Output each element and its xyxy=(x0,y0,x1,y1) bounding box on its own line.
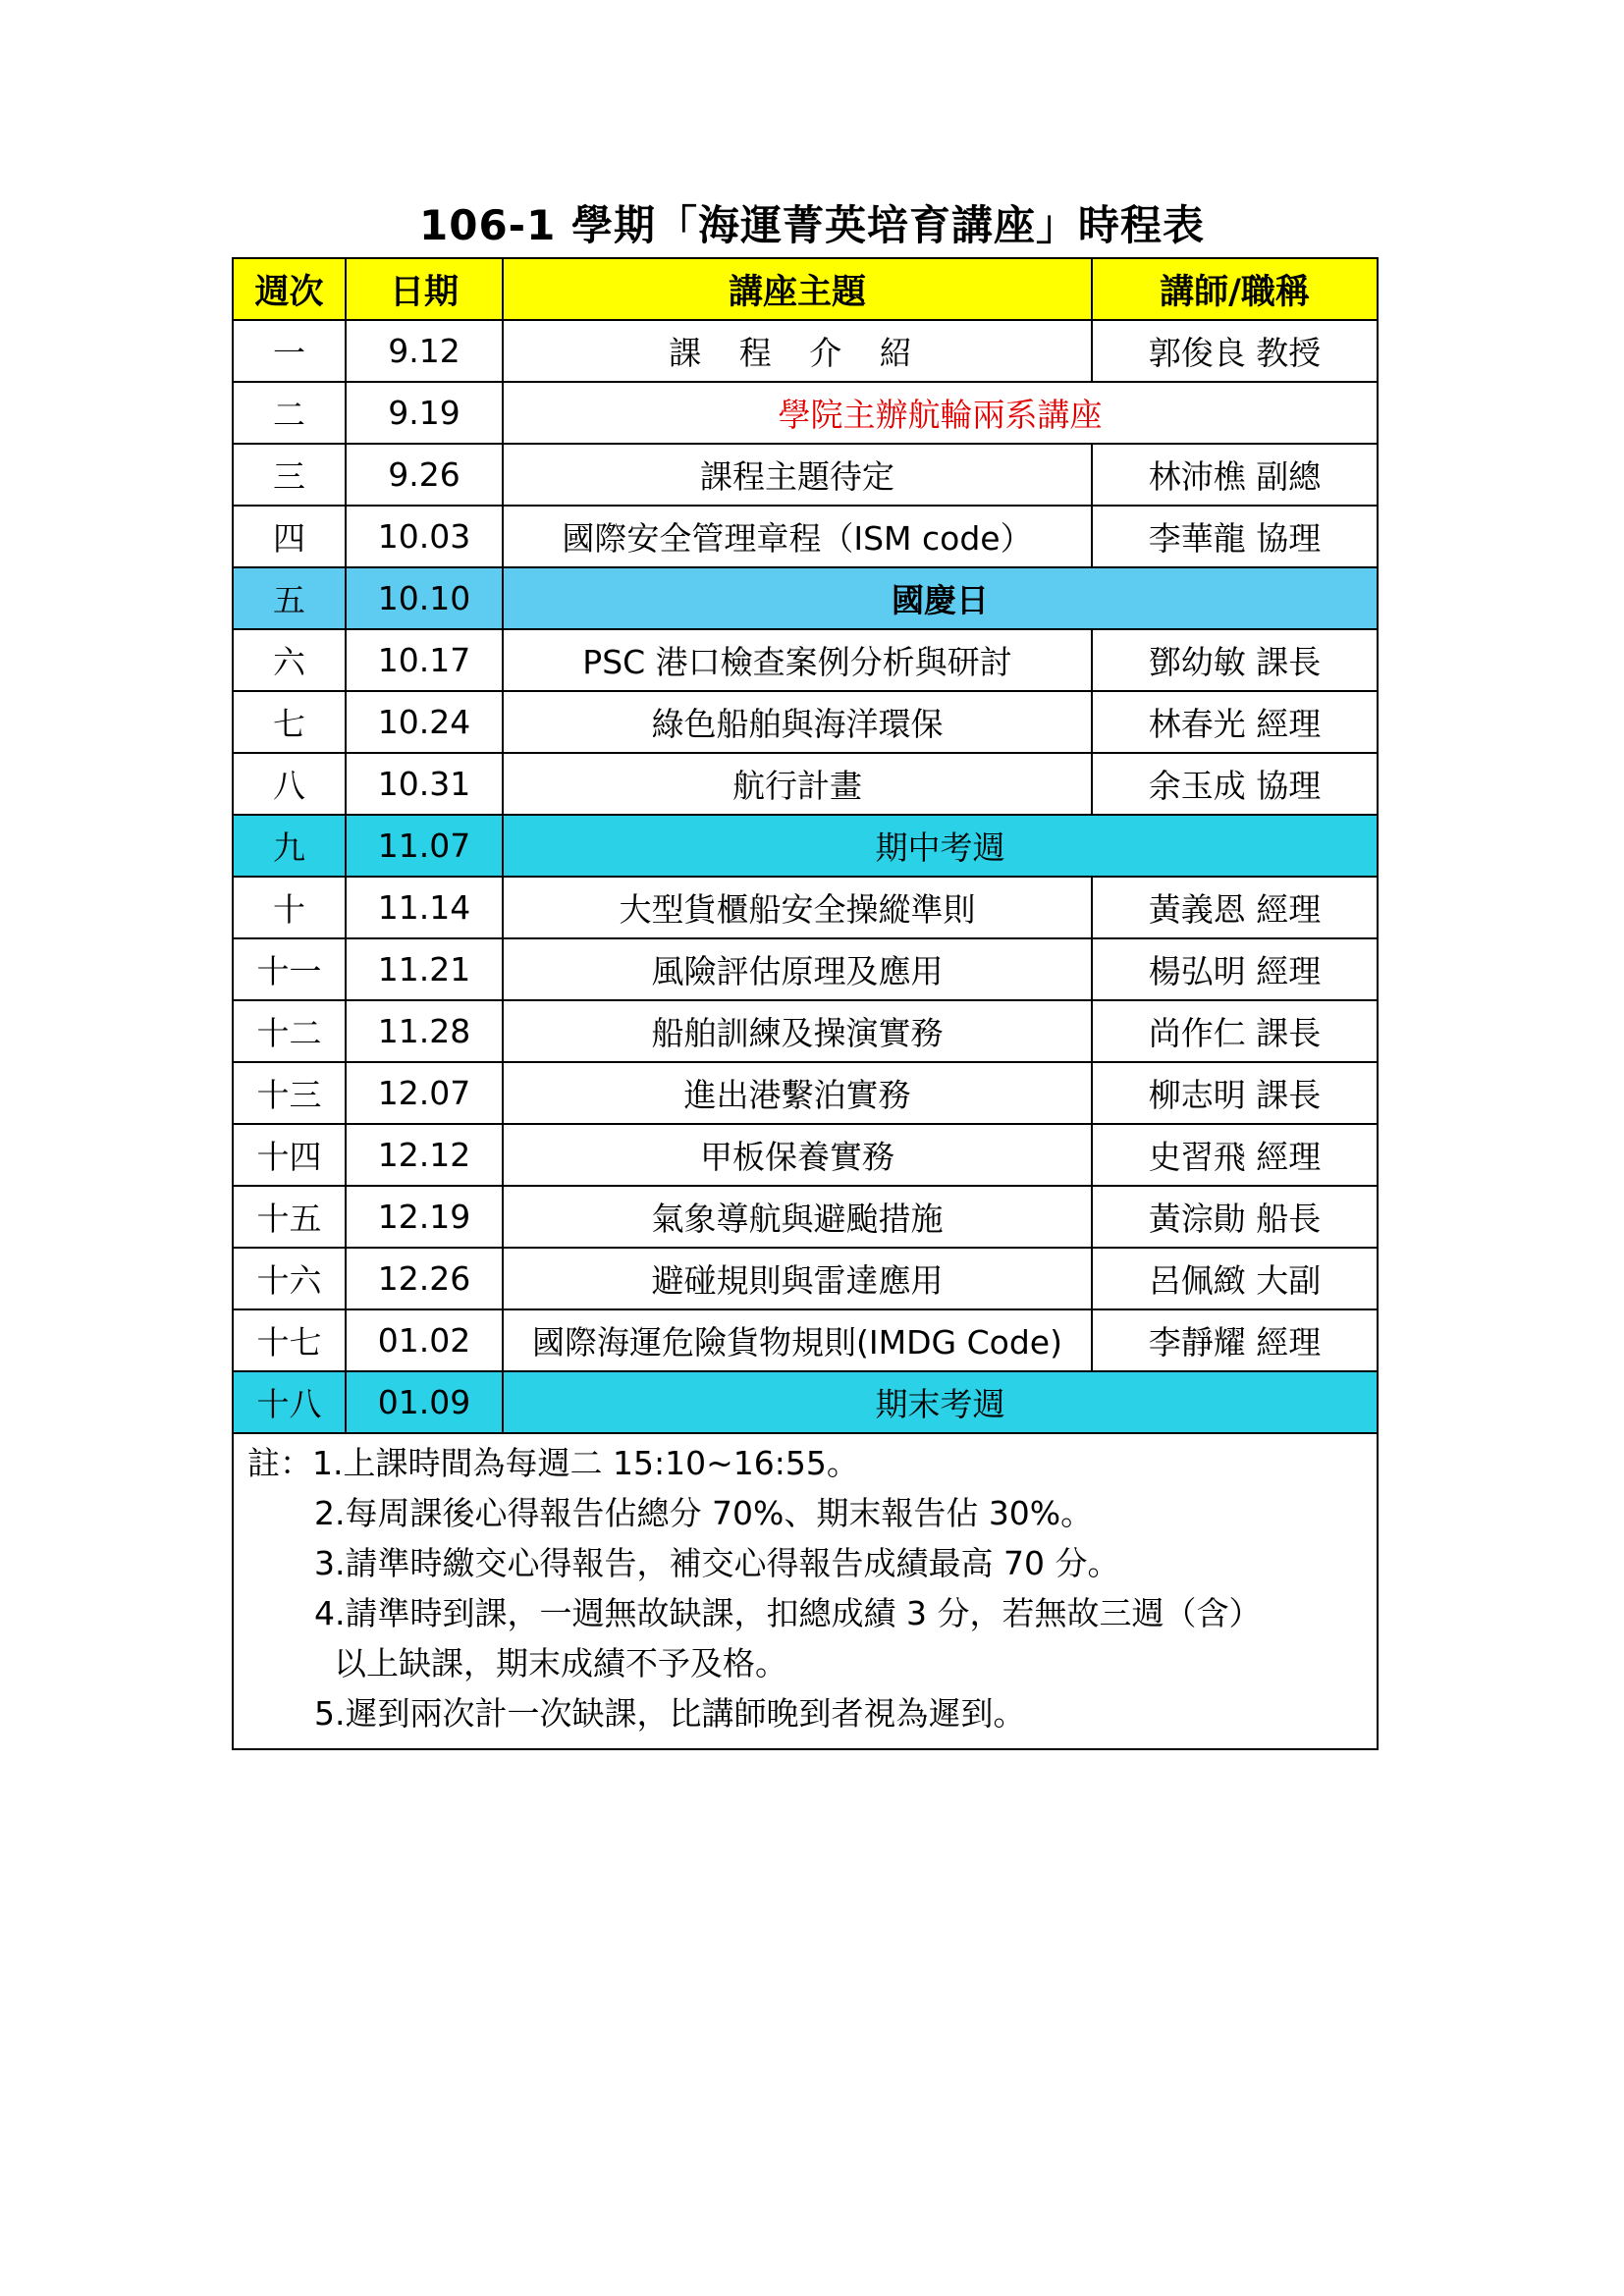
table-row xyxy=(233,1309,1378,1371)
date-cell: 12.26 xyxy=(346,1248,503,1309)
lecturer-cell: 史習飛 經理 xyxy=(1092,1124,1378,1186)
topic-cell: 甲板保養實務 xyxy=(503,1124,1092,1186)
topic-cell: 氣象導航與避颱措施 xyxy=(503,1186,1092,1248)
table-row xyxy=(233,753,1378,815)
header-date: 日期 xyxy=(346,258,503,320)
note-line: 2.每周課後心得報告佔總分 70%、期末報告佔 30%。 xyxy=(314,1494,1094,1532)
lecturer-cell: 李華龍 協理 xyxy=(1092,506,1378,567)
week-cell: 五 xyxy=(233,567,346,629)
lecturer-cell: 尚作仁 課長 xyxy=(1092,1000,1378,1062)
topic-cell: 國際安全管理章程（ISM code） xyxy=(503,506,1092,567)
table-row xyxy=(233,320,1378,382)
table-row-holiday xyxy=(233,567,1378,629)
note-line: 5.遲到兩次計一次缺課，比講師晚到者視為遲到。 xyxy=(314,1694,1026,1733)
date-cell: 01.09 xyxy=(346,1371,503,1433)
header-lecturer: 講師/職稱 xyxy=(1092,258,1378,320)
table-row xyxy=(233,382,1378,444)
table-row-exam xyxy=(233,1371,1378,1433)
date-cell: 01.02 xyxy=(346,1309,503,1371)
lecturer-cell: 黃淙勛 船長 xyxy=(1092,1186,1378,1248)
week-cell: 七 xyxy=(233,691,346,753)
table-header-row xyxy=(233,258,1378,320)
topic-cell: 國際海運危險貨物規則(IMDG Code) xyxy=(503,1309,1092,1371)
table-row-exam xyxy=(233,815,1378,877)
week-cell: 三 xyxy=(233,444,346,506)
week-cell: 十二 xyxy=(233,1000,346,1062)
lecturer-cell: 林春光 經理 xyxy=(1092,691,1378,753)
note-line: 以上缺課，期末成績不予及格。 xyxy=(334,1644,787,1682)
lecturer-cell: 李靜耀 經理 xyxy=(1092,1309,1378,1371)
week-cell: 十一 xyxy=(233,938,346,1000)
topic-cell: 船舶訓練及操演實務 xyxy=(503,1000,1092,1062)
lecturer-cell: 楊弘明 經理 xyxy=(1092,938,1378,1000)
week-cell: 一 xyxy=(233,320,346,382)
topic-cell: 課 程 介 紹 xyxy=(503,320,1092,382)
lecturer-cell: 呂佩緻 大副 xyxy=(1092,1248,1378,1309)
date-cell: 12.07 xyxy=(346,1062,503,1124)
date-cell: 12.12 xyxy=(346,1124,503,1186)
note-line: 4.請準時到課，一週無故缺課，扣總成績 3 分，若無故三週（含） xyxy=(314,1594,1262,1632)
week-cell: 十 xyxy=(233,877,346,938)
notes-row xyxy=(233,1433,1378,1749)
header-topic: 講座主題 xyxy=(503,258,1092,320)
page-title: 106-1 學期「海運菁英培育講座」時程表 xyxy=(419,201,1205,249)
date-cell: 9.12 xyxy=(346,320,503,382)
date-cell: 10.17 xyxy=(346,629,503,691)
week-cell: 四 xyxy=(233,506,346,567)
note-line: 3.請準時繳交心得報告，補交心得報告成績最高 70 分。 xyxy=(314,1544,1120,1582)
table-row xyxy=(233,691,1378,753)
table-row xyxy=(233,506,1378,567)
date-cell: 9.26 xyxy=(346,444,503,506)
topic-cell: 風險評估原理及應用 xyxy=(503,938,1092,1000)
table-row xyxy=(233,444,1378,506)
week-cell: 八 xyxy=(233,753,346,815)
date-cell: 9.19 xyxy=(346,382,503,444)
note-line: 註：1.上課時間為每週二 15:10~16:55。 xyxy=(247,1444,859,1482)
topic-cell: 綠色船舶與海洋環保 xyxy=(503,691,1092,753)
table-row xyxy=(233,877,1378,938)
date-cell: 10.10 xyxy=(346,567,503,629)
topic-cell-merged: 期中考週 xyxy=(503,815,1378,877)
week-cell: 十三 xyxy=(233,1062,346,1124)
lecturer-cell: 鄧幼敏 課長 xyxy=(1092,629,1378,691)
notes-cell xyxy=(233,1433,1378,1749)
week-cell: 六 xyxy=(233,629,346,691)
table-row xyxy=(233,629,1378,691)
date-cell: 11.07 xyxy=(346,815,503,877)
week-cell: 十四 xyxy=(233,1124,346,1186)
date-cell: 12.19 xyxy=(346,1186,503,1248)
table-row xyxy=(233,1248,1378,1309)
week-cell: 十六 xyxy=(233,1248,346,1309)
date-cell: 11.14 xyxy=(346,877,503,938)
topic-cell: 課程主題待定 xyxy=(503,444,1092,506)
header-week: 週次 xyxy=(233,258,346,320)
date-cell: 10.03 xyxy=(346,506,503,567)
topic-cell-merged: 期末考週 xyxy=(503,1371,1378,1433)
lecturer-cell: 余玉成 協理 xyxy=(1092,753,1378,815)
schedule-table xyxy=(232,257,1379,1750)
table-row xyxy=(233,1000,1378,1062)
lecturer-cell: 柳志明 課長 xyxy=(1092,1062,1378,1124)
topic-cell: 進出港繫泊實務 xyxy=(503,1062,1092,1124)
lecturer-cell: 郭俊良 教授 xyxy=(1092,320,1378,382)
lecturer-cell: 黃義恩 經理 xyxy=(1092,877,1378,938)
topic-cell: 避碰規則與雷達應用 xyxy=(503,1248,1092,1309)
week-cell: 十五 xyxy=(233,1186,346,1248)
table-row xyxy=(233,1062,1378,1124)
topic-cell-merged: 國慶日 xyxy=(503,567,1378,629)
table-row xyxy=(233,938,1378,1000)
topic-cell-merged: 學院主辦航輪兩系講座 xyxy=(503,382,1378,444)
table-row xyxy=(233,1124,1378,1186)
week-cell: 二 xyxy=(233,382,346,444)
week-cell: 九 xyxy=(233,815,346,877)
date-cell: 10.24 xyxy=(346,691,503,753)
date-cell: 10.31 xyxy=(346,753,503,815)
date-cell: 11.21 xyxy=(346,938,503,1000)
table-row xyxy=(233,1186,1378,1248)
lecturer-cell: 林沛樵 副總 xyxy=(1092,444,1378,506)
topic-cell: 航行計畫 xyxy=(503,753,1092,815)
week-cell: 十七 xyxy=(233,1309,346,1371)
date-cell: 11.28 xyxy=(346,1000,503,1062)
topic-cell: PSC 港口檢查案例分析與研討 xyxy=(503,629,1092,691)
topic-cell: 大型貨櫃船安全操縱準則 xyxy=(503,877,1092,938)
week-cell: 十八 xyxy=(233,1371,346,1433)
